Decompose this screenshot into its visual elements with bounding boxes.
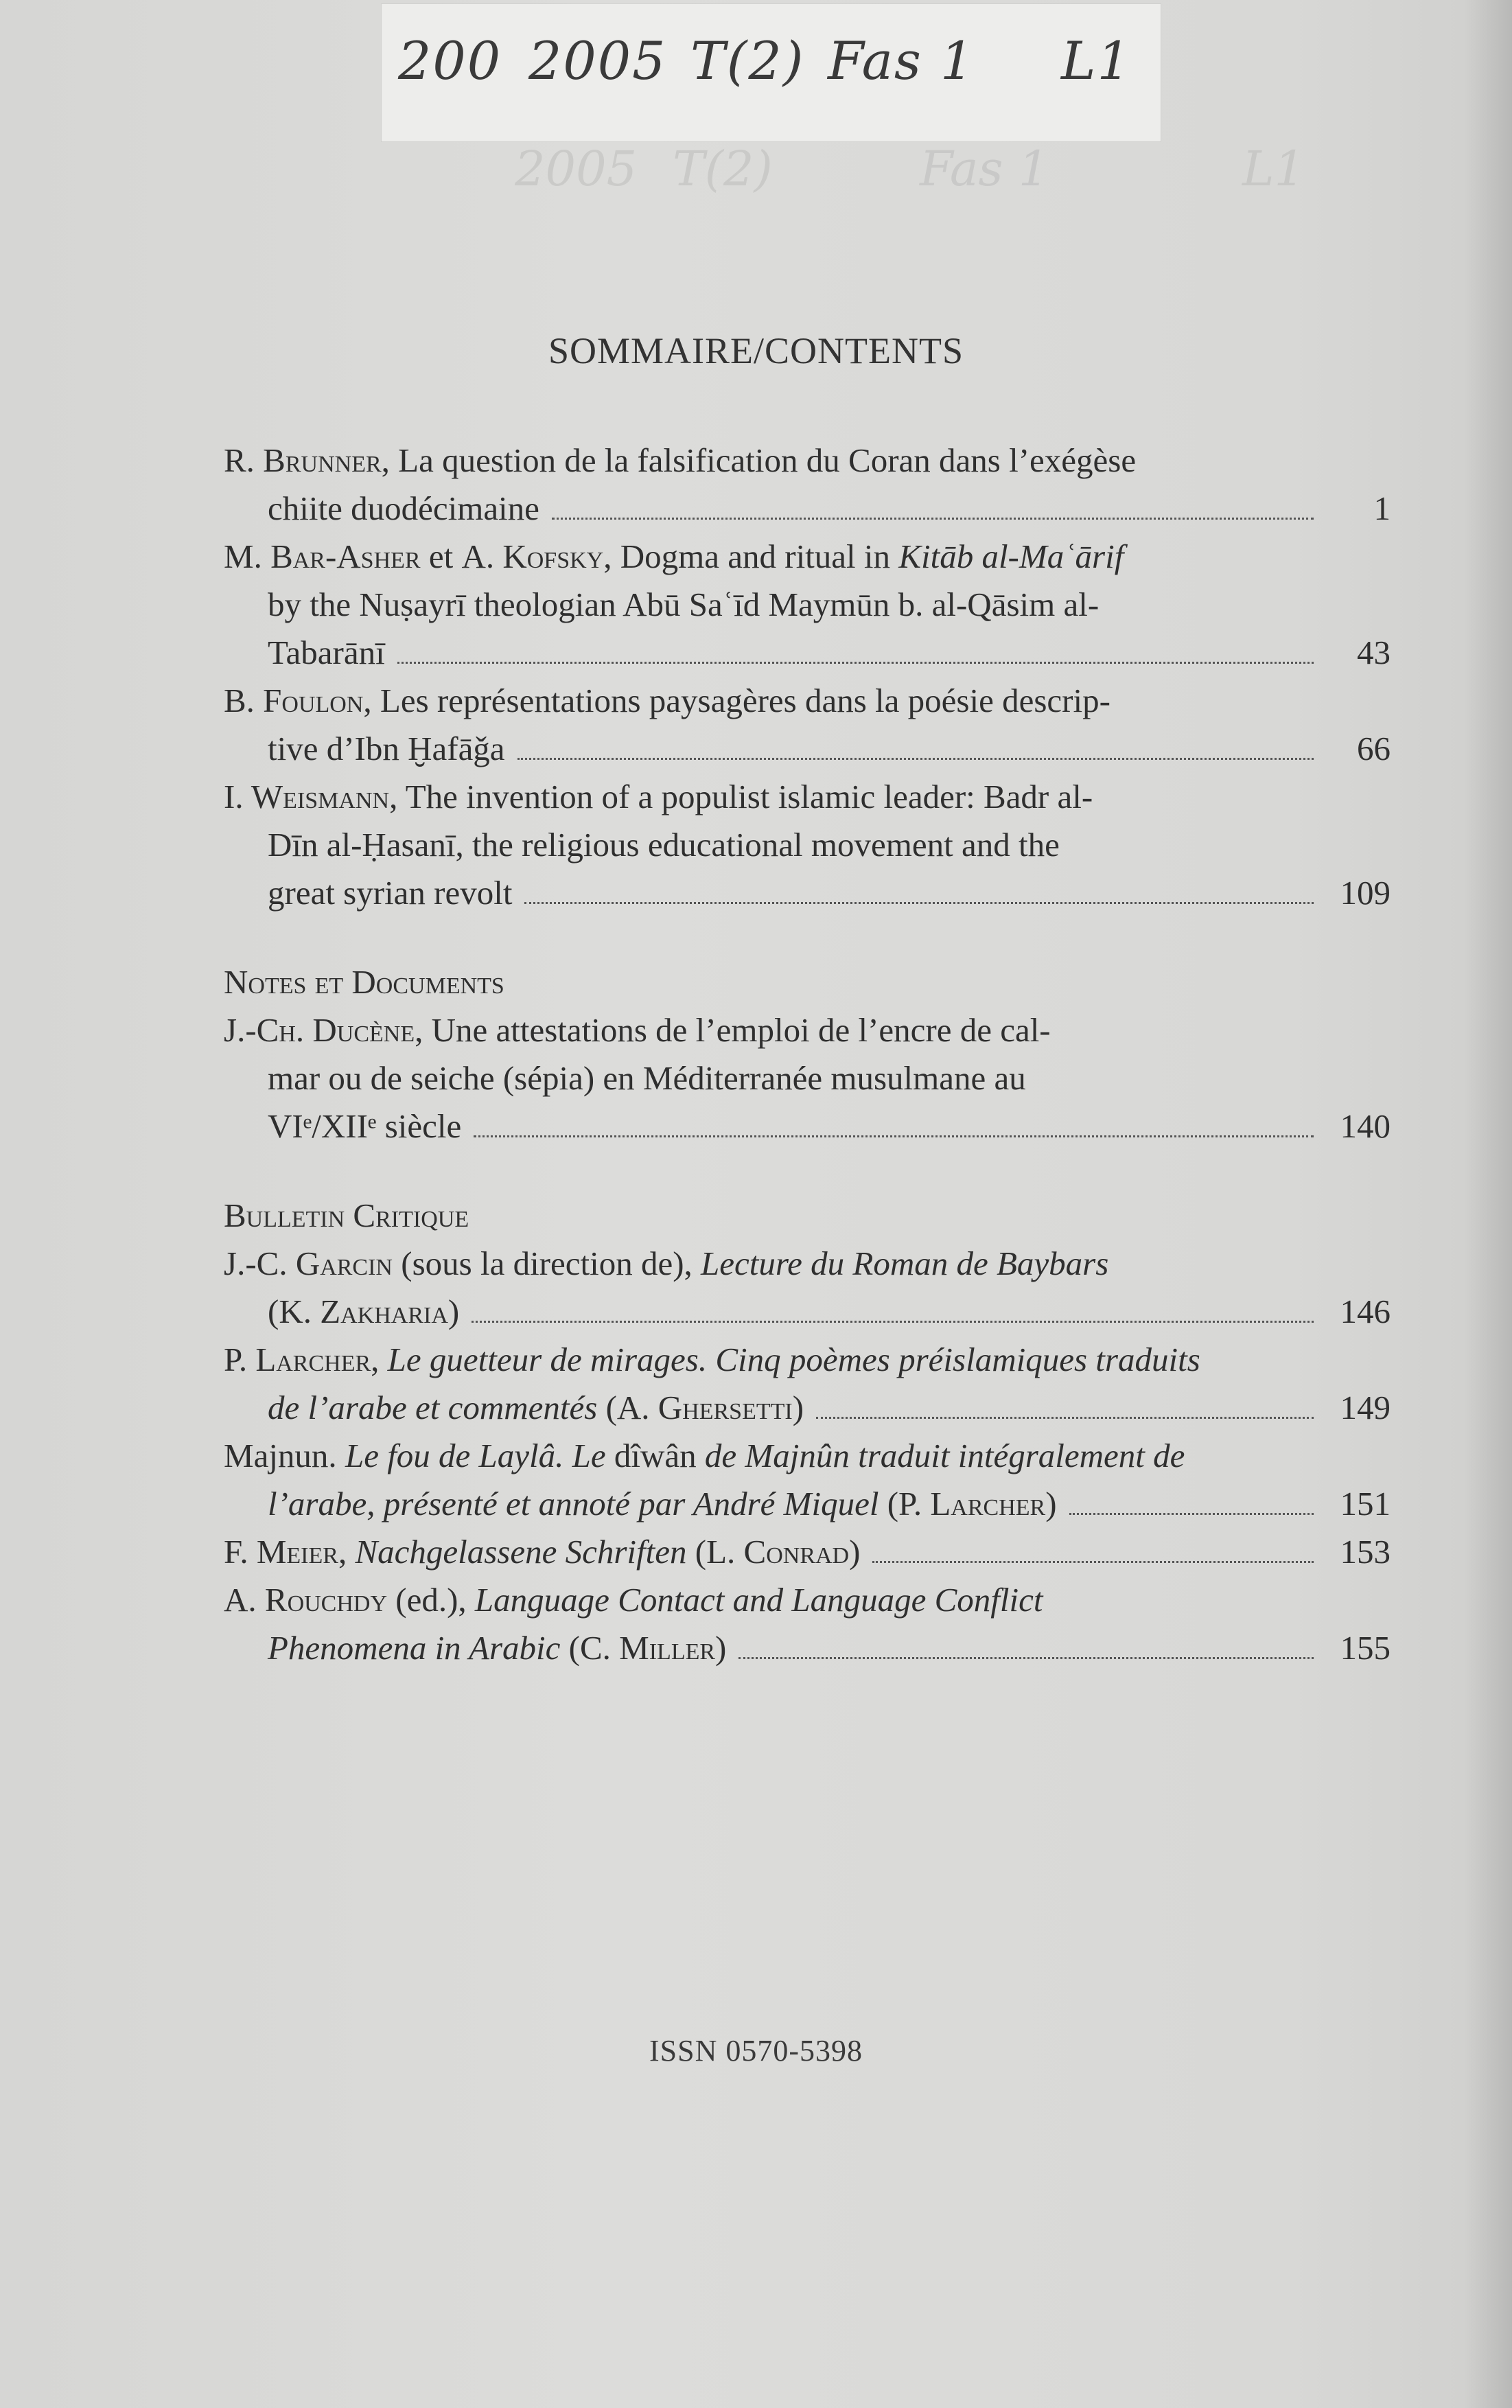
author: M. Bar-Asher (224, 537, 421, 575)
entry-line-leader (224, 485, 1391, 533)
paren-close: ) (715, 1629, 727, 1667)
entry-line (224, 1006, 1391, 1054)
toc-entry (224, 1528, 1391, 1576)
entry-line-leader (224, 1102, 1391, 1150)
paren-open: ( (686, 1533, 707, 1571)
author: P. Larcher (224, 1341, 371, 1378)
dot-leader (1069, 1513, 1314, 1515)
entry-line-leader (224, 1528, 1391, 1576)
entry-title: , Les représentations paysagères dans la poésie descrip- (363, 682, 1110, 719)
page-number: 66 (1357, 730, 1391, 767)
paren-open: ( (597, 1389, 617, 1426)
reviewer: C. Miller (579, 1629, 716, 1667)
entry-line-leader (224, 1288, 1391, 1336)
paren-close: ) (792, 1389, 804, 1426)
author: A. Rouchdy (224, 1581, 388, 1619)
comma: , (338, 1533, 356, 1571)
comma: , (371, 1341, 388, 1378)
reviewer-line (268, 1288, 459, 1336)
entry-line (224, 533, 1391, 581)
entry-line (224, 1432, 1391, 1480)
entry-title-italic: Language Contact and Language Conflict (474, 1581, 1043, 1619)
conjunction: et (420, 537, 462, 575)
entry-title: , The invention of a populist islamic leader: Badr al- (389, 778, 1093, 815)
entry-title: , La question de la falsification du Coran dans l’exégèse (381, 441, 1137, 479)
entry-line (224, 1240, 1391, 1288)
issn-number: ISSN 0570-5398 (649, 2034, 863, 2068)
dot-leader (474, 1135, 1314, 1137)
handwriting-1: 200 (398, 30, 502, 91)
author: J.-C. Garcin (224, 1244, 393, 1282)
entry-title-cont: mar ou de seiche (sépia) en Méditerranée musulmane au (268, 1059, 1026, 1097)
author: Majnun. (224, 1437, 345, 1474)
entry-title-italic: de Majnûn traduit intégralement de (696, 1437, 1185, 1474)
author: J.-Ch. Ducène (224, 1011, 415, 1049)
paren-open: ( (268, 1293, 279, 1330)
entry-title-italic: de l’arabe et commentés (268, 1389, 598, 1426)
table-of-contents (224, 437, 1391, 1672)
entry-line-leader (224, 1624, 1391, 1672)
handwritten-label (382, 4, 1161, 141)
author: F. Meier (224, 1533, 338, 1571)
reviewer: L. Conrad (706, 1533, 850, 1571)
page-title: SOMMAIRE/CONTENTS (548, 330, 964, 371)
page-number: 109 (1340, 874, 1391, 912)
toc-entry (224, 677, 1391, 773)
entry-text: dîwân (614, 1437, 697, 1474)
entry-text: (ed.), (387, 1581, 475, 1619)
page-number: 43 (1357, 634, 1391, 671)
reviewer: K. Zakharia (279, 1293, 448, 1330)
entry-title-cont (268, 1480, 1057, 1528)
entry-line (224, 1336, 1391, 1384)
handwriting-2: 2005 (528, 30, 667, 91)
entry-line (224, 677, 1391, 725)
page-number: 146 (1340, 1293, 1391, 1330)
section-heading-notes: Notes et Documents (224, 963, 504, 1001)
entry-title: , Une attestations de l’emploi de l’encre de cal- (415, 1011, 1051, 1049)
entry-title-cont: Dīn al-Ḥasanī, the religious educational movement and the (268, 826, 1060, 864)
entry-title-italic: Phenomena in Arabic (268, 1629, 561, 1667)
entry-line (224, 1054, 1391, 1102)
dot-leader (872, 1561, 1314, 1563)
entry-title-cont: tive d’Ibn Ḫafāǧa (268, 730, 505, 767)
paren-close: ) (447, 1293, 460, 1330)
entry-title-italic: l’arabe, présenté et annoté par André Miquel (268, 1485, 879, 1523)
entry-line (224, 581, 1391, 629)
dot-leader (552, 518, 1314, 520)
entry-title-italic: Kitāb al-Maʿārif (898, 537, 1124, 575)
author: I. Weismann (224, 778, 390, 815)
ghost-mark-1: 2005 (515, 141, 638, 197)
dot-leader (816, 1417, 1314, 1419)
entry-title-cont: by the Nuṣayrī theologian Abū Saʿīd Maymūn b. al-Qāsim al- (268, 586, 1100, 623)
entry-line (224, 773, 1391, 821)
dot-leader (738, 1657, 1314, 1659)
entry-line-leader (224, 869, 1391, 917)
paren-open: ( (560, 1629, 580, 1667)
entry-title: , Dogma and ritual in (603, 537, 899, 575)
toc-entry (224, 1432, 1391, 1528)
section-heading-bulletin: Bulletin Critique (224, 1196, 469, 1234)
author: R. Brunner (224, 441, 382, 479)
dot-leader (524, 902, 1314, 904)
handwriting-5: L1 (1061, 30, 1132, 91)
entry-title-cont (268, 1624, 726, 1672)
entry-title-cont: Tabarānī (268, 634, 385, 671)
author: A. Kofsky (461, 537, 604, 575)
entry-line-leader (224, 725, 1391, 773)
entry-title-cont: VIᵉ/XIIᵉ siècle (268, 1107, 462, 1145)
ghost-mark-4: L1 (1242, 141, 1305, 197)
reviewer: P. Larcher (898, 1485, 1046, 1523)
page-number: 155 (1340, 1629, 1391, 1667)
entry-text: (sous la direction de), (393, 1244, 701, 1282)
paren-open: ( (879, 1485, 899, 1523)
toc-entry (224, 1006, 1391, 1150)
entry-line-leader (224, 1384, 1391, 1432)
entry-title-cont: great syrian revolt (268, 874, 513, 912)
reviewer: A. Ghersetti (616, 1389, 793, 1426)
entry-line-leader (224, 629, 1391, 677)
entry-title-italic: Le fou de Laylâ. Le (345, 1437, 614, 1474)
page-number: 149 (1340, 1389, 1391, 1426)
handwriting-4: Fas 1 (828, 30, 975, 91)
entry-line (224, 437, 1391, 485)
page-number: 151 (1340, 1485, 1391, 1523)
paren-close: ) (1045, 1485, 1057, 1523)
entry-text (224, 1528, 860, 1576)
page-number: 1 (1373, 489, 1391, 527)
dot-leader (397, 662, 1314, 664)
entry-title-cont (268, 1384, 804, 1432)
ghost-mark-3: Fas 1 (920, 141, 1049, 197)
dot-leader (472, 1321, 1314, 1323)
ghost-mark-2: T(2) (673, 141, 773, 197)
toc-entry (224, 437, 1391, 533)
dot-leader (517, 758, 1314, 760)
entry-line (224, 1576, 1391, 1624)
entry-line (224, 821, 1391, 869)
toc-entry (224, 1240, 1391, 1336)
handwriting-3: T(2) (690, 30, 805, 91)
page-number: 140 (1340, 1107, 1391, 1145)
toc-entry (224, 1336, 1391, 1432)
entry-line-leader (224, 1480, 1391, 1528)
entry-title-italic: Le guetteur de mirages. Cinq poèmes préislamiques traduits (387, 1341, 1200, 1378)
author: B. Foulon (224, 682, 364, 719)
toc-entry (224, 1576, 1391, 1672)
toc-entry (224, 533, 1391, 677)
entry-title-italic: Lecture du Roman de Baybars (701, 1244, 1109, 1282)
page-number: 153 (1340, 1533, 1391, 1571)
bleed-through-handwriting (144, 141, 1352, 216)
entry-title-italic: Nachgelassene Schriften (355, 1533, 687, 1571)
paren-close: ) (849, 1533, 861, 1571)
toc-entry (224, 773, 1391, 917)
entry-title-cont: chiite duodécimaine (268, 489, 539, 527)
